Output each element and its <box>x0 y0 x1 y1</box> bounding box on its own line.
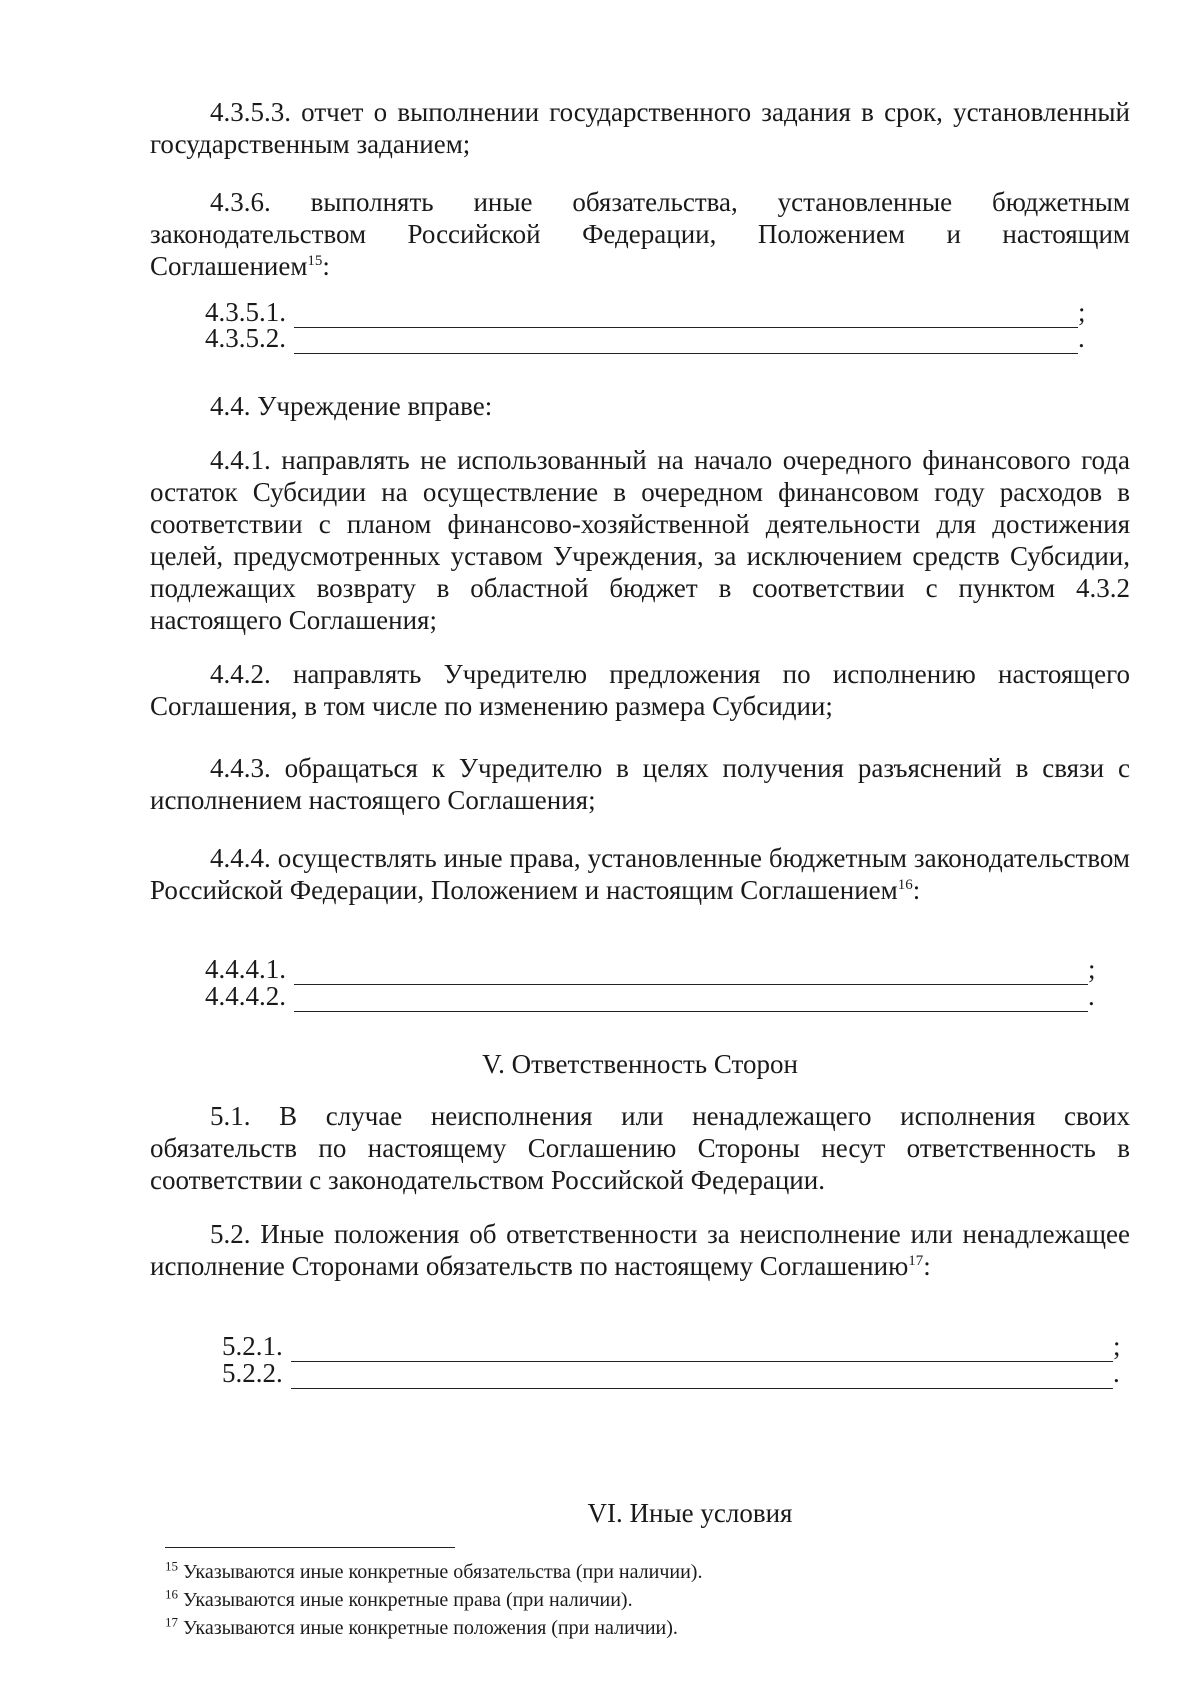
paragraph-4-4-4: 4.4.4. осуществлять иные права, установленные бюджетным законодательством Российской Федерации, Положением и настоящим Соглашением$^{16}$: <box>150 843 1130 905</box>
section-heading-5: V. Ответственность Сторон <box>482 1049 798 1079</box>
paragraph-4-4-2: 4.4.2. направлять Учредителю предложения по исполнению настоящего Соглашения, в том числе по изменению размера Субсидии; <box>150 659 1130 721</box>
fill-line-4-3-5-1[interactable]: 4.3.5.1. ; <box>205 297 1086 327</box>
paragraph-5-1: 5.1. В случае неисполнения или ненадлежащего исполнения своих обязательств по настоящему Соглашению Стороны несут ответственность в соответствии с законодательством Российской Федерации. <box>150 1101 1130 1195</box>
paragraph-4-3-5-3: 4.3.5.3. отчет о выполнении государственного задания в срок, установленный государственным заданием; <box>150 97 1130 159</box>
paragraph-4-3-6: 4.3.6. выполнять иные обязательства, установленные бюджетным законодательством Российской Федерации, Положением и настоящим Соглашением$^{15}$: <box>150 187 1130 281</box>
fill-line-4-4-4-1[interactable]: 4.4.4.1. ; <box>205 954 1096 984</box>
fill-line-4-4-4-2[interactable]: 4.4.4.2. . <box>205 981 1095 1011</box>
footnote-16: $^{16}$ Указываются иные конкретные права (при наличии). <box>165 1586 633 1611</box>
fill-line-4-3-5-2[interactable]: 4.3.5.2. . <box>205 323 1085 353</box>
paragraph-5-2: 5.2. Иные положения об ответственности за неисполнение или ненадлежащее исполнение Сторонами обязательств по настоящему Соглашению$^{17}$: <box>150 1219 1130 1281</box>
footnote-ref-16: 16 <box>897 877 913 893</box>
paragraph-4-4-1: 4.4.1. направлять не использованный на начало очередного финансового года остаток Субсидии на осуществление в очередном финансовом году расходов в соответствии с планом финансово-хозяйственной деятельности для достижения целей, предусмотренных уставом Учреждения, за исключением средств Субсидии, подлежащих возврату в областной бюджет в соответствии с пунктом 4.3.2 настоящего Соглашения; <box>150 445 1130 635</box>
section-heading-6: VI. Иные условия <box>587 1498 793 1528</box>
footnote-separator <box>165 1547 455 1548</box>
fill-line-5-2-2[interactable]: 5.2.2. . <box>222 1358 1120 1388</box>
footnote-ref-17: 17 <box>908 1253 924 1269</box>
footnote-ref-15: 15 <box>307 253 323 269</box>
paragraph-4-4: 4.4. Учреждение вправе: <box>210 391 493 421</box>
paragraph-4-4-3: 4.4.3. обращаться к Учредителю в целях получения разъяснений в связи с исполнением настоящего Соглашения; <box>150 753 1130 815</box>
footnote-17: $^{17}$ Указываются иные конкретные положения (при наличии). <box>165 1614 678 1639</box>
footnote-15: $^{15}$ Указываются иные конкретные обязательства (при наличии). <box>165 1558 703 1583</box>
fill-line-5-2-1[interactable]: 5.2.1. ; <box>222 1331 1121 1361</box>
